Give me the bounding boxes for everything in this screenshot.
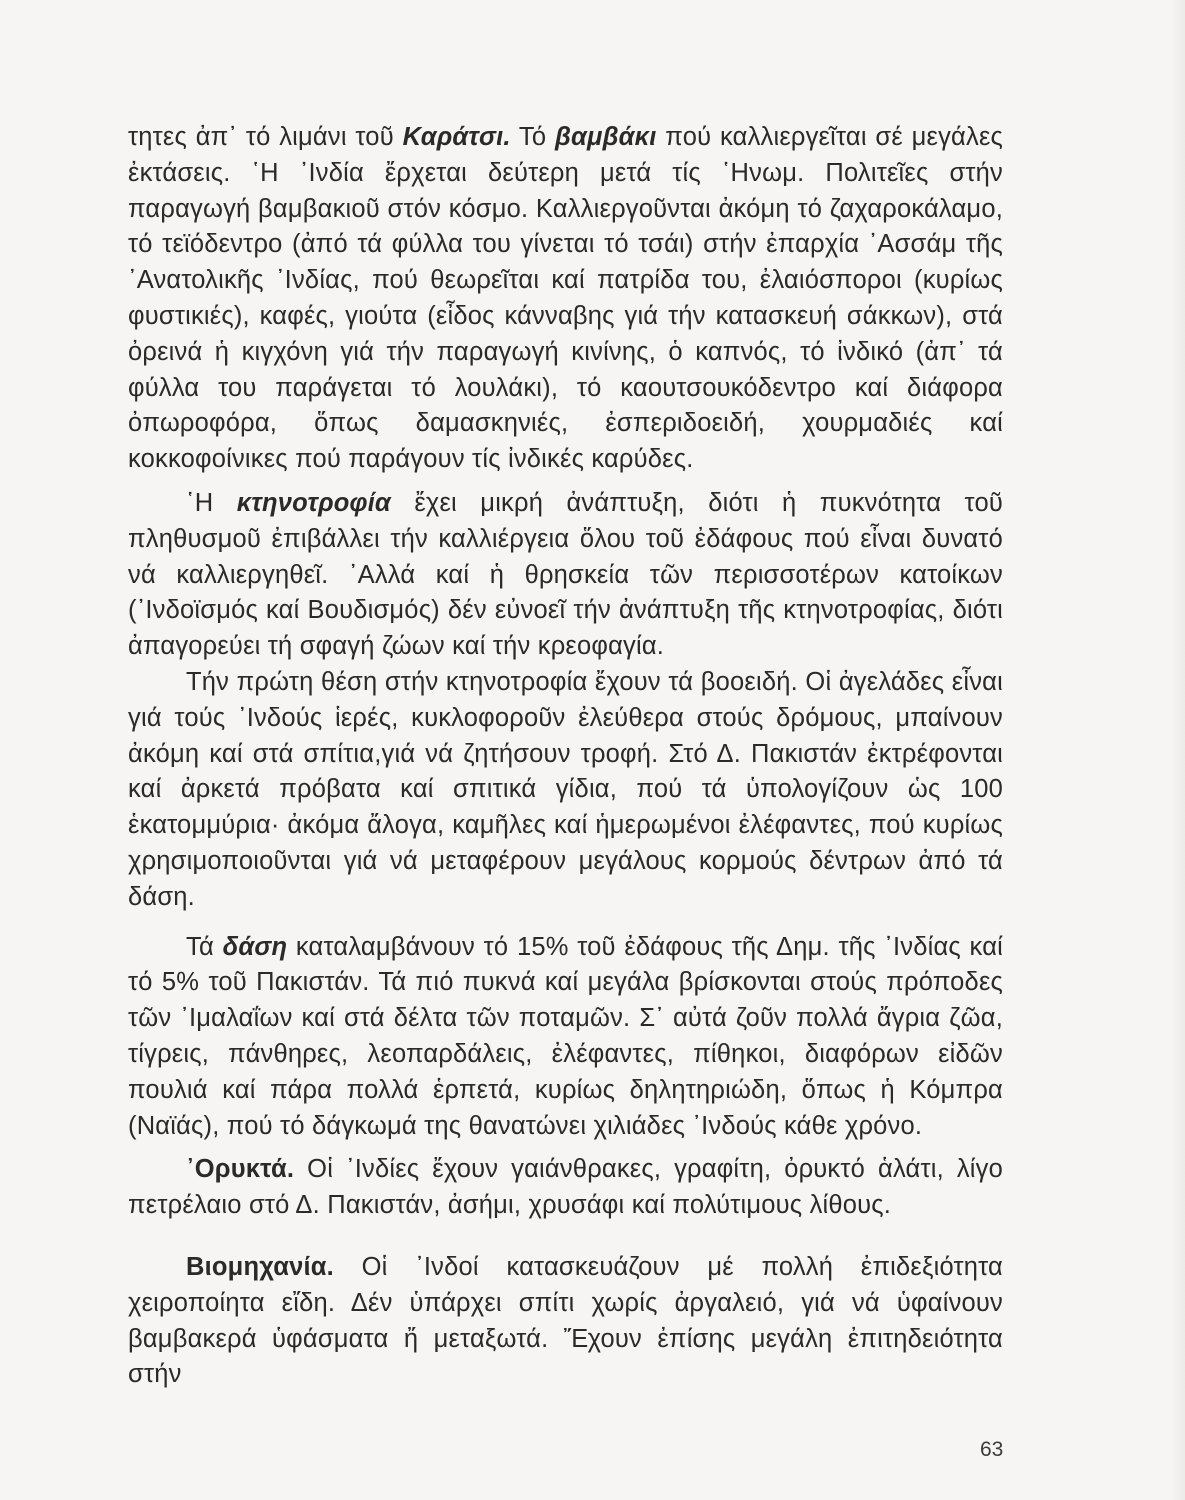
text-run: Τά bbox=[186, 932, 223, 961]
text-run: ῾Η bbox=[186, 488, 237, 517]
paragraph-forests bbox=[128, 930, 1003, 1145]
paragraph-agriculture bbox=[128, 120, 1003, 478]
book-page-text bbox=[128, 120, 1003, 1393]
text-run: τητες ἀπ᾽ τό λιμάνι τοῦ bbox=[128, 123, 403, 151]
text-run: ἔχει μικρή ἀνάπτυξη, διότι ἡ πυκνότητα τοῦ πληθυσμοῦ ἐπιβάλλει τήν καλλιέργεια ὅλου τοῦ ἐδάφους πού εἶναι δυνατό νά καλλιεργηθεῖ. ᾽Αλλά καί ἡ θρησκεία τῶν περισσοτέρων κατοίκων (᾽Ινδοϊσμός καί Βουδισμός) δέν εὐνοεῖ τήν ἀνάπτυξη τῆς κτηνοτροφίας, διότι ἀπαγορεύει τή σφαγή ζώων καί τήν κρεοφαγία. bbox=[128, 488, 1003, 661]
text-run: Οἱ ᾽Ινδίες ἔχουν γαιάνθρακες, γραφίτη, ὀρυκτό ἁλάτι, λίγο πετρέλαιο στό Δ. Πακιστάν, ἀσήμι, χρυσάφι καί πολύτιμους λίθους. bbox=[128, 1155, 1003, 1220]
paragraph-livestock bbox=[128, 486, 1003, 665]
page-number: 63 bbox=[980, 1438, 1004, 1461]
emphasis-livestock: κτηνοτροφία bbox=[236, 488, 391, 517]
text-run: καταλαμβάνουν τό 15% τοῦ ἐδάφους τῆς Δημ. τῆς ᾽Ινδίας καί τό 5% τοῦ Πακιστάν. Τά πιό πυκνά καί μεγάλα βρίσκονται στούς πρόποδες τῶν ᾽Ιμαλαΐων καί στά δέλτα τῶν ποταμῶν. Σ᾽ αὐτά ζοῦν πολλά ἄγρια ζῶα, τίγρεις, πάνθηρες, λεοπαρδάλεις, ἐλέφαντες, πίθηκοι, διαφόρων εἰδῶν πουλιά καί πάρα πολλά ἑρπετά, κυρίως δηλητηριώδη, ὅπως ἡ Κόμπρα (Ναϊάς), πού τό δάγκωμά της θανατώνει χιλιάδες ᾽Ινδούς κάθε χρόνο. bbox=[128, 932, 1004, 1140]
page-edge-shadow bbox=[1171, 0, 1185, 1500]
emphasis-forests: δάση bbox=[222, 932, 288, 961]
paragraph-cattle bbox=[128, 665, 1003, 916]
heading-minerals: ᾽Ορυκτά. bbox=[186, 1155, 295, 1184]
emphasis-cotton: βαμβάκι bbox=[555, 123, 657, 151]
paragraph-minerals bbox=[128, 1152, 1003, 1224]
text-run: Τό bbox=[510, 123, 556, 151]
text-run: Τήν πρώτη θέση στήν κτηνοτροφία ἔχουν τά βοοειδή. Οἱ ἀγελάδες εἶναι γιά τούς ᾽Ινδούς ἱερές, κυκλοφοροῦν ἐλεύθερα στούς δρόμους, μπαίνουν ἀκόμη καί στά σπίτια,γιά νά ζητήσουν τροφή. Στό Δ. Πακιστάν ἐκτρέφονται καί ἀρκετά πρόβατα καί σπιτικά γίδια, πού τά ὑπολογίζουν ὡς 100 ἑκατομμύρια· ἀκόμα ἄλογα, καμῆλες καί ἡμερωμένοι ἐλέφαντες, πού κυρίως χρησιμοποιοῦνται γιά νά μεταφέρουν μεγάλους κορμούς δέντρων ἀπό τά δάση. bbox=[128, 667, 1003, 911]
emphasis-karachi: Καράτσι. bbox=[402, 123, 511, 151]
text-run: πού καλλιεργεῖται σέ μεγάλες ἐκτάσεις. ῾Η ᾽Ινδία ἔρχεται δεύτερη μετά τίς ῾Ηνωμ. Πολιτεῖες στήν παραγωγή βαμβακιοῦ στόν κόσμο. Καλλιεργοῦνται ἀκόμη τό ζαχαροκάλαμο, τό τεϊόδεντρο (ἀπό τά φύλλα του γίνεται τό τσάι) στήν ἐπαρχία ᾽Ασσάμ τῆς ᾽Ανατολικῆς ᾽Ινδίας, πού θεωρεῖται καί πατρίδα του, ἐλαιόσποροι (κυρίως φυστικιές), καφές, γιούτα (εἶδος κάνναβης γιά τήν κατασκευή σάκκων), στά ὀρεινά ἡ κιγχόνη γιά τήν παραγωγή κινίνης, ὁ καπνός, τό ἰνδικό (ἀπ᾽ τά φύλλα του παράγεται τό λουλάκι), τό καουτσουκόδεντρο καί διάφορα ὀπωροφόρα, ὅπως δαμασκηνιές, ἐσπεριδοειδή, χουρμαδιές καί κοκκοφοίνικες πού παράγουν τίς ἰνδικές καρύδες. bbox=[128, 123, 1004, 474]
heading-industry: Βιομηχανία. bbox=[186, 1252, 334, 1281]
paragraph-industry bbox=[128, 1250, 1003, 1393]
text-run: Οἱ ᾽Ινδοί κατασκευάζουν μέ πολλή ἐπιδεξιότητα χειροποίητα εἴδη. Δέν ὑπάρχει σπίτι χωρίς ἀργαλειό, γιά νά ὑφαίνουν βαμβακερά ὑφάσματα ἤ μεταξωτά. Ἔχουν ἐπίσης μεγάλη ἐπιτηδειότητα στήν bbox=[128, 1252, 1003, 1389]
